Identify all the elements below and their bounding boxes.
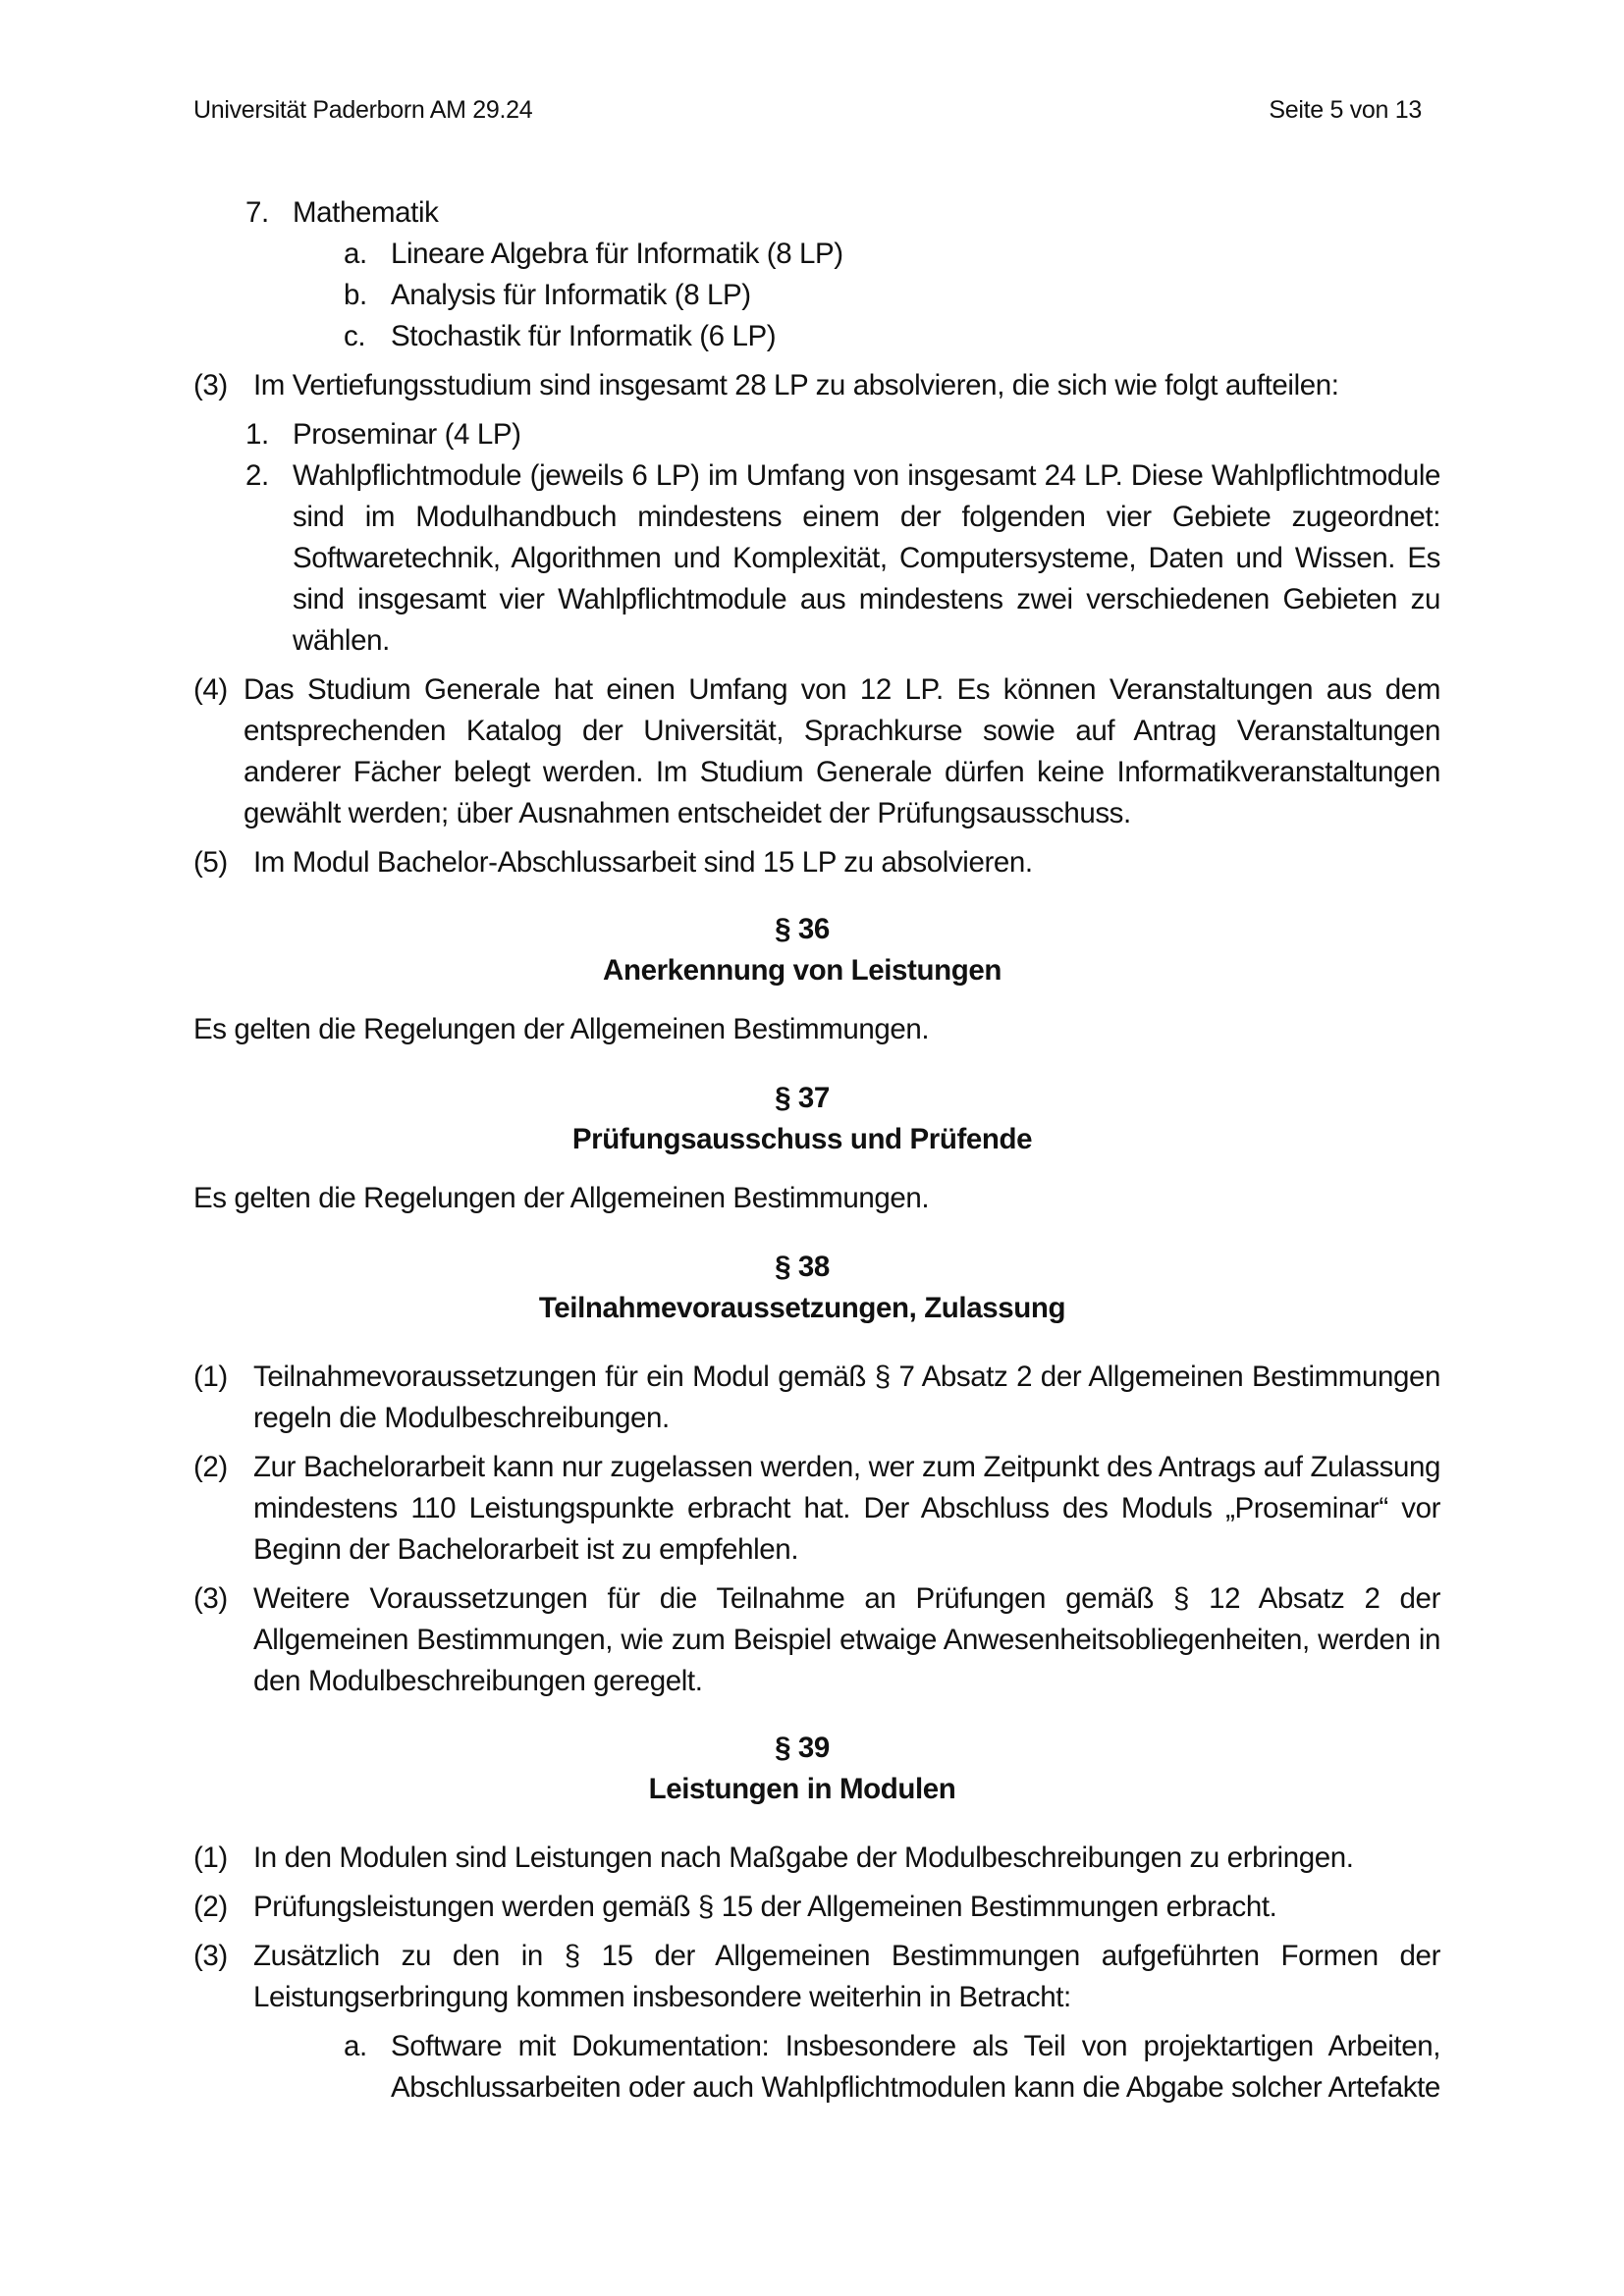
list-item [245, 455, 1440, 662]
list-item [245, 414, 1440, 455]
list-item-mathematik [245, 192, 1440, 234]
paragraph-item [193, 1357, 1440, 1439]
list-letter: a. [344, 238, 367, 270]
section-text: Es gelten die Regelungen der Allgemeinen Bestimmungen. [193, 1182, 930, 1214]
paragraph-item [193, 1447, 1440, 1571]
list-text: Lineare Algebra für Informatik (8 LP) [391, 238, 843, 270]
paragraph-item [193, 1578, 1440, 1702]
paragraph-item [193, 842, 1440, 883]
list-item-sub [344, 2026, 1440, 2109]
header-document-id: Universität Paderborn AM 29.24 [193, 96, 533, 124]
paragraph-item [193, 669, 1440, 834]
paragraph-item [193, 365, 1440, 406]
list-item-sub [344, 234, 1440, 275]
list-text: Wahlpflichtmodule (jeweils 6 LP) im Umfang von insgesamt 24 LP. Diese Wahlpflichtmodule sind im Modulhandbuch mindestens einem der folgenden vier Gebiete zugeordnet: Softwaretechnik, Algorithmen und Komplexität, Computersysteme, Daten und Wissen. Es sind insgesamt vier Wahlpflichtmodule aus mindestens zwei verschiedenen Gebieten zu wählen. [293, 459, 1440, 657]
list-text: Proseminar (4 LP) [293, 418, 521, 451]
paragraph-number: (3) [193, 1940, 228, 1972]
paragraph-text: Im Modul Bachelor-Abschlussarbeit sind 15 LP zu absolvieren. [253, 846, 1033, 879]
paragraph-number: (3) [193, 1582, 228, 1615]
list-letter: b. [344, 279, 367, 311]
list-text: Mathematik [293, 196, 439, 229]
paragraph-text: Prüfungsleistungen werden gemäß § 15 der Allgemeinen Bestimmungen erbracht. [253, 1891, 1277, 1923]
paragraph-text: Teilnahmevoraussetzungen für ein Modul gemäß § 7 Absatz 2 der Allgemeinen Bestimmungen regeln die Modulbeschreibungen. [253, 1361, 1440, 1434]
list-item-sub [344, 316, 1440, 357]
list-number: 2. [245, 459, 269, 492]
section-number: § 37 [775, 1082, 830, 1114]
paragraph-number: (5) [193, 846, 228, 879]
paragraph-text: In den Modulen sind Leistungen nach Maßgabe der Modulbeschreibungen zu erbringen. [253, 1842, 1354, 1874]
list-letter: a. [344, 2030, 367, 2062]
section-number: § 36 [775, 913, 830, 945]
paragraph-item [193, 1936, 1440, 2018]
paragraph-number: (1) [193, 1842, 228, 1874]
paragraph-item [193, 1887, 1440, 1928]
list-text: Software mit Dokumentation: Insbesondere als Teil von projektartigen Arbeiten, Abschlussarbeiten oder auch Wahlpflichtmodulen kann die Abgabe solcher Artefakte [391, 2030, 1440, 2104]
section-title: Anerkennung von Leistungen [603, 954, 1001, 987]
list-text: Stochastik für Informatik (6 LP) [391, 320, 777, 352]
section-number: § 39 [775, 1732, 830, 1764]
section-title: Prüfungsausschuss und Prüfende [571, 1123, 1033, 1155]
paragraph-text: Im Vertiefungsstudium sind insgesamt 28 LP zu absolvieren, die sich wie folgt aufteilen: [253, 369, 1339, 401]
section-number: § 38 [775, 1251, 830, 1283]
section-title: Leistungen in Modulen [648, 1773, 956, 1805]
list-letter: c. [344, 320, 366, 352]
list-number: 1. [245, 418, 269, 451]
list-text: Analysis für Informatik (8 LP) [391, 279, 751, 311]
paragraph-text: Zur Bachelorarbeit kann nur zugelassen werden, wer zum Zeitpunkt des Antrags auf Zulassung mindestens 110 Leistungspunkte erbracht hat. Der Abschluss des Moduls „Proseminar“ vor Beginn der Bachelorarbeit ist zu empfehlen. [253, 1451, 1440, 1566]
paragraph-number: (3) [193, 369, 228, 401]
paragraph-text: Zusätzlich zu den in § 15 der Allgemeinen Bestimmungen aufgeführten Formen der Leistungserbringung kommen insbesondere weiterhin in Betracht: [253, 1940, 1440, 2013]
paragraph-number: (2) [193, 1451, 228, 1483]
paragraph-number: (4) [193, 673, 228, 706]
paragraph-number: (2) [193, 1891, 228, 1923]
paragraph-text: Das Studium Generale hat einen Umfang von 12 LP. Es können Veranstaltungen aus dem entsprechenden Katalog der Universität, Sprachkurse sowie auf Antrag Veranstaltungen anderer Fächer belegt werden. Im Studium Generale dürfen keine Informatikveranstaltungen gewählt werden; über Ausnahmen entscheidet der Prüfungsausschuss. [244, 673, 1440, 829]
list-item-sub [344, 275, 1440, 316]
header-page-number: Seite 5 von 13 [1269, 96, 1422, 124]
document-body [0, 192, 1624, 2116]
list-number: 7. [245, 196, 269, 229]
paragraph-item [193, 1838, 1440, 1879]
paragraph-text: Weitere Voraussetzungen für die Teilnahme an Prüfungen gemäß § 12 Absatz 2 der Allgemeinen Bestimmungen, wie zum Beispiel etwaige Anwesenheitsobliegenheiten, werden in den Modulbeschreibungen geregelt. [253, 1582, 1440, 1697]
paragraph-number: (1) [193, 1361, 228, 1393]
section-text: Es gelten die Regelungen der Allgemeinen Bestimmungen. [193, 1013, 930, 1045]
section-title: Teilnahmevoraussetzungen, Zulassung [538, 1292, 1066, 1324]
